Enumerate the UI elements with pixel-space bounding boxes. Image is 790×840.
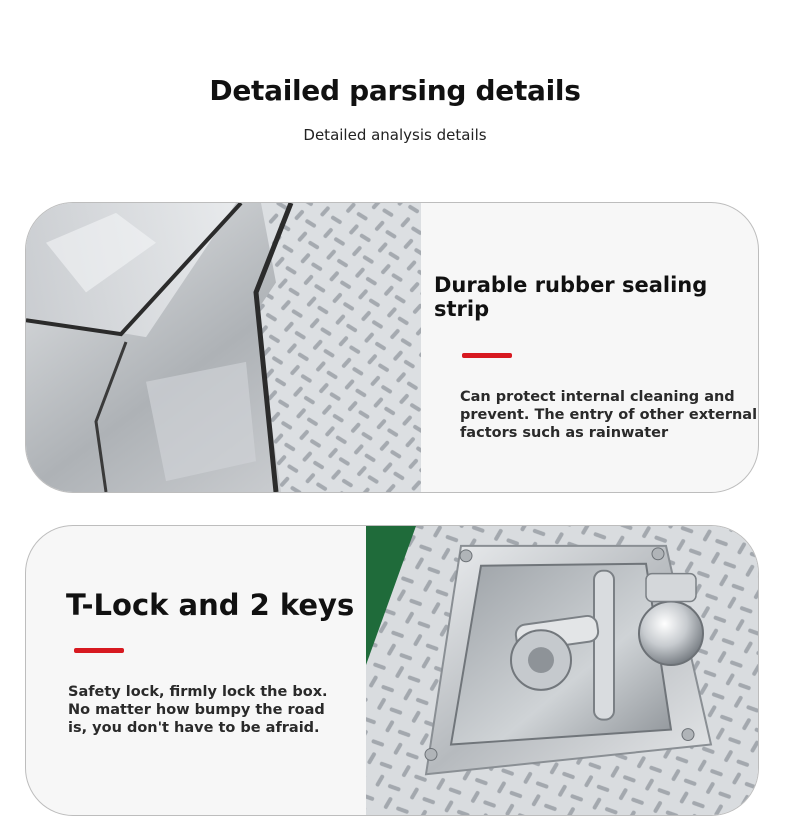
card-description: [460, 388, 758, 442]
description-line: Safety lock, firmly lock the box.: [68, 684, 328, 700]
card-title: Durable rubber sealing strip: [434, 273, 708, 321]
accent-bar: [74, 648, 124, 653]
lock-text-block: [66, 588, 356, 737]
page-title: Detailed parsing details: [209, 74, 581, 107]
description-line: factors such as rainwater: [460, 425, 669, 441]
accent-bar: [462, 353, 512, 358]
card-title: T-Lock and 2 keys: [66, 588, 355, 622]
seal-text-block: [434, 273, 758, 442]
t-lock-photo: [366, 526, 759, 815]
card-description: [68, 683, 328, 737]
description-line: is, you don't have to be afraid.: [68, 720, 320, 736]
description-line: No matter how bumpy the road: [68, 702, 325, 718]
rubber-seal-photo: [26, 203, 421, 492]
feature-card-lock: [25, 525, 759, 816]
description-line: Can protect internal cleaning and: [460, 389, 735, 405]
page-subtitle: Detailed analysis details: [303, 126, 487, 144]
feature-card-seal: [25, 202, 759, 493]
description-line: prevent. The entry of other external: [460, 407, 758, 423]
